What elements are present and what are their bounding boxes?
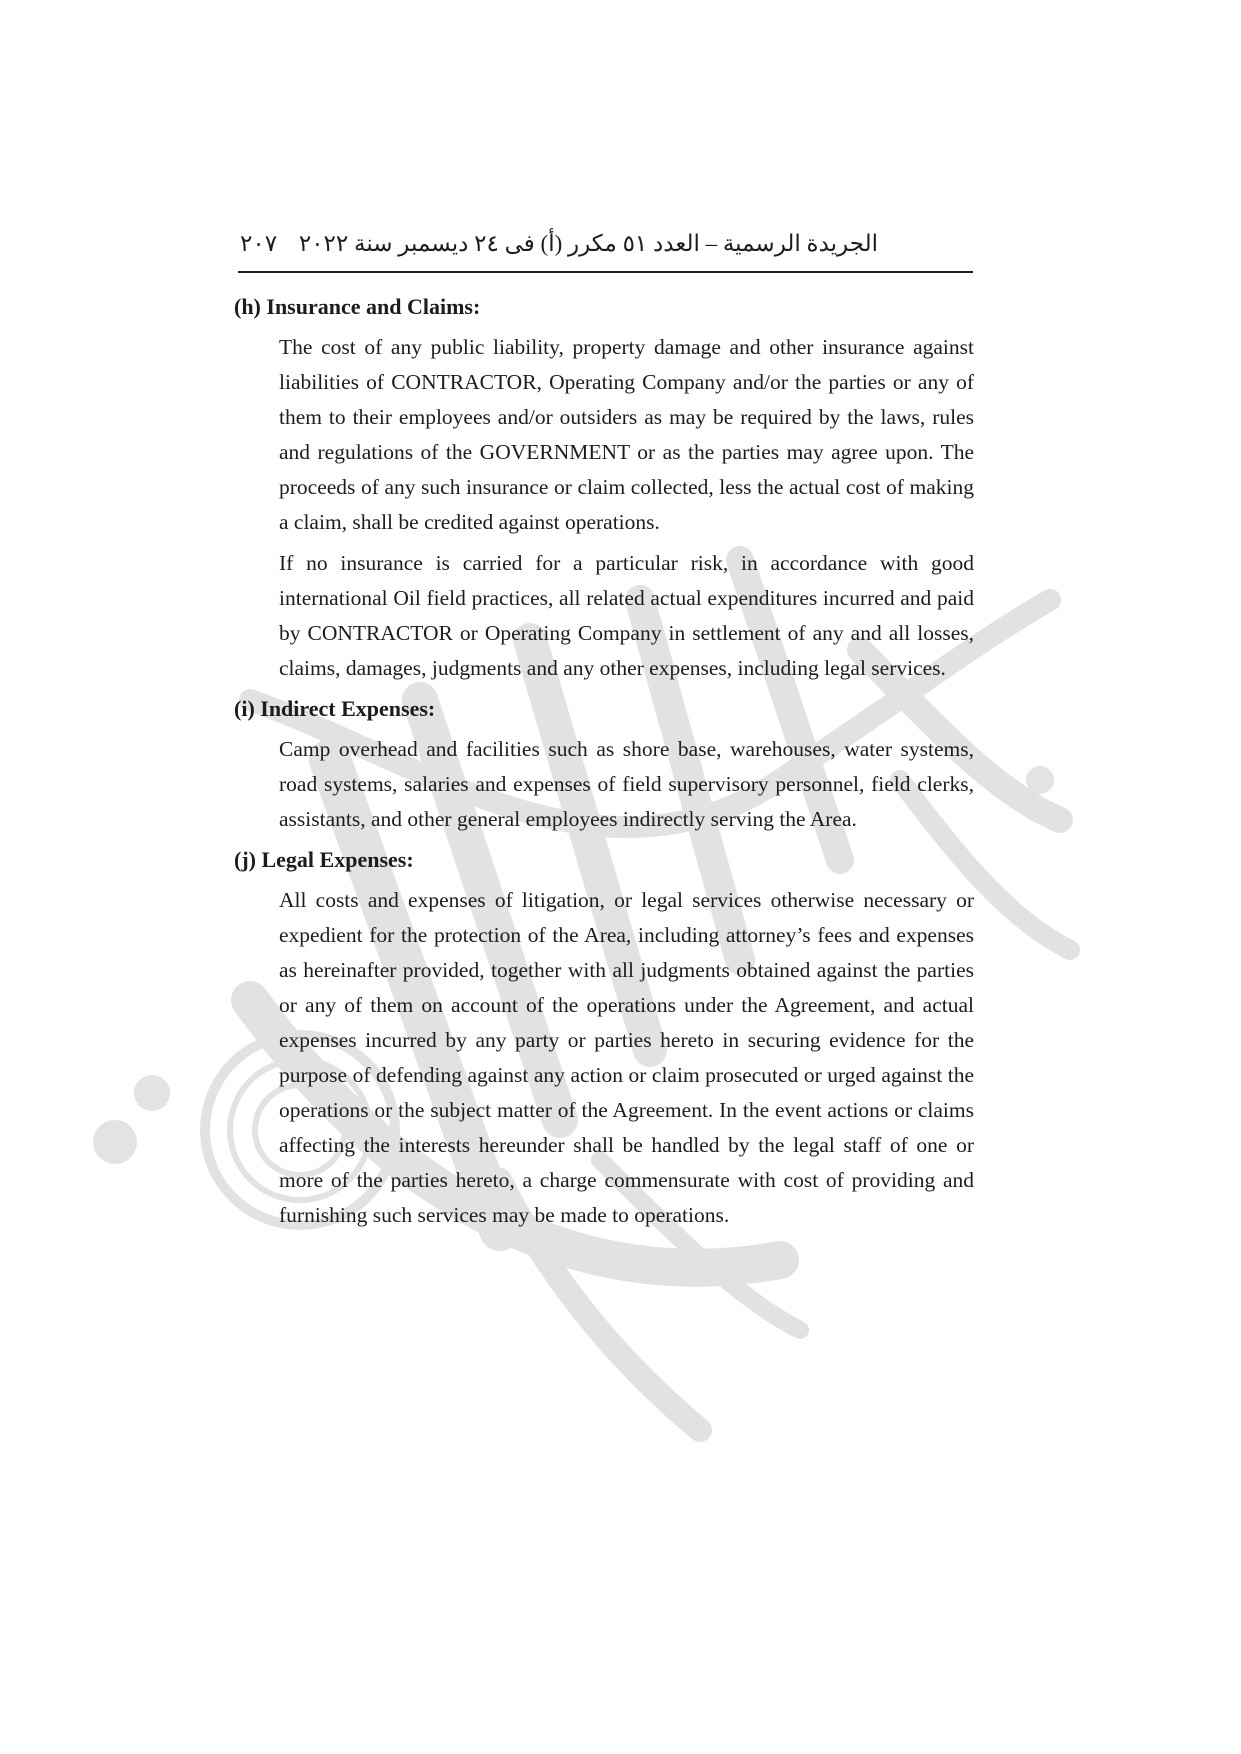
header-divider	[238, 271, 973, 273]
document-body	[234, 290, 974, 1239]
gazette-title: الجريدة الرسمية – العدد ٥١ مكرر (أ) فى ٢٤ ديسمبر سنة ٢٠٢٢	[298, 231, 878, 256]
paragraph: The cost of any public liability, property damage and other insurance against liabilities of CONTRACTOR, Operating Company and/or the parties or any of them to their employees and/or outsiders as may be required by the laws, rules and regulations of the GOVERNMENT or as the parties may agree upon. The proceeds of any such insurance or claim collected, less the actual cost of making a claim, shall be credited against operations.	[279, 335, 974, 534]
paragraph: All costs and expenses of litigation, or legal services otherwise necessary or expedient for the protection of the Area, including attorney’s fees and expenses as hereinafter provided, together with all judgments obtained against the parties or any of them on account of the operations under the Agreement, and actual expenses incurred by any party or parties hereto in securing evidence for the purpose of defending against any action or claim prosecuted or urged against the operations or the subject matter of the Agreement. In the event actions or claims affecting the interests hereunder shall be handled by the legal staff of one or more of the parties hereto, a charge commensurate with cost of providing and furnishing such services may be made to operations.	[279, 888, 974, 1227]
page-header	[238, 226, 973, 274]
page-number: ٢٠٧	[240, 231, 278, 256]
section-heading: (j) Legal Expenses:	[234, 847, 414, 872]
section-legal-expenses	[234, 843, 974, 1233]
section-insurance-and-claims	[234, 290, 974, 686]
paragraph: Camp overhead and facilities such as shore base, warehouses, water systems, road systems, salaries and expenses of field supervisory personnel, field clerks, assistants, and other general employees indirectly serving the Area.	[279, 737, 974, 831]
section-heading: (h) Insurance and Claims:	[234, 294, 481, 319]
section-heading: (i) Indirect Expenses:	[234, 696, 436, 721]
section-indirect-expenses	[234, 692, 974, 837]
paragraph: If no insurance is carried for a particular risk, in accordance with good international Oil field practices, all related actual expenditures incurred and paid by CONTRACTOR or Operating Company in settlement of any and all losses, claims, damages, judgments and any other expenses, including legal services.	[279, 551, 974, 680]
